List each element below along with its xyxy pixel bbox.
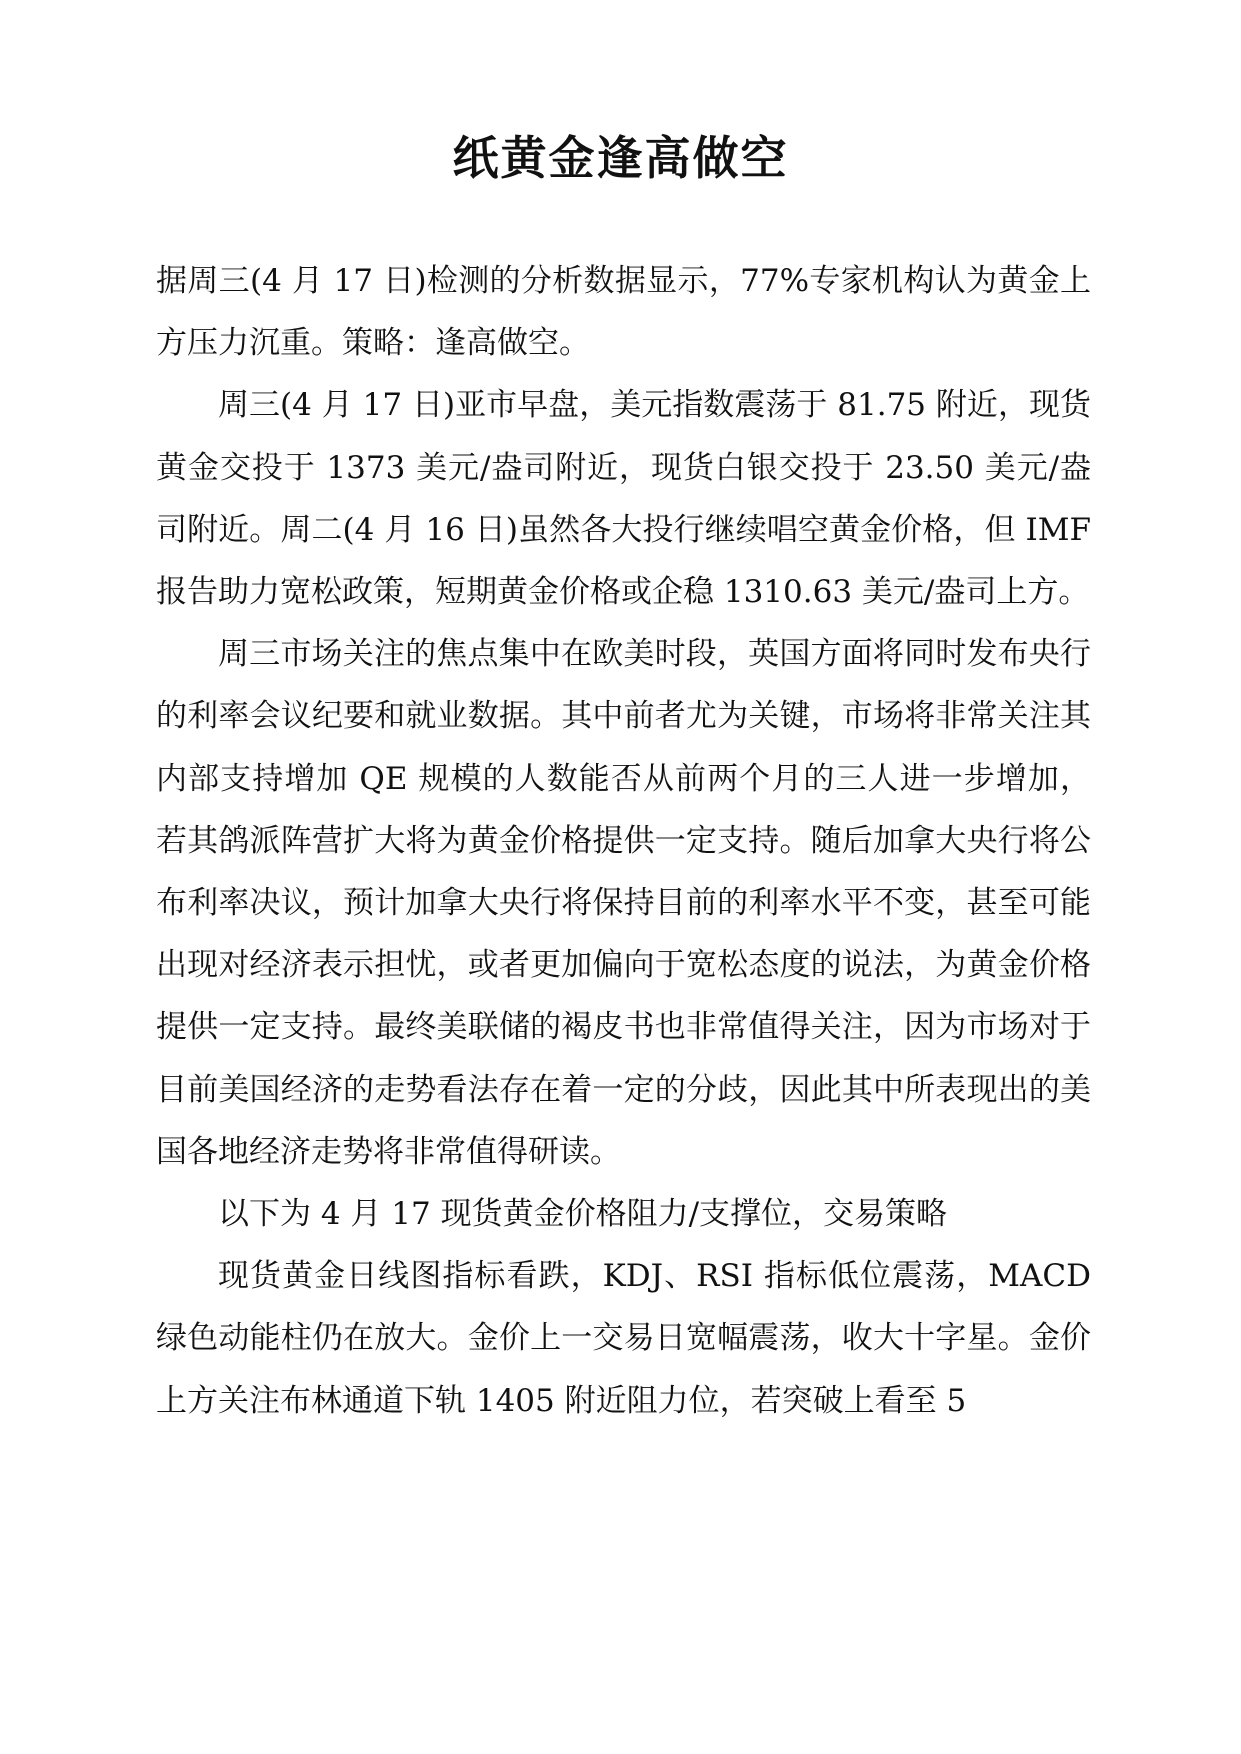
paragraph-levels-intro: 以下为 4 月 17 现货黄金价格阻力/支撑位，交易策略 [218,1196,948,1233]
paragraph-market-focus: 周三市场关注的焦点集中在欧美时段，英国方面将同时发布央行的利率会议纪要和就业数据。其中前者尤为关键，市场将非常关注其内部支持增加 QE 规模的人数能否从前两个月的三人进一步增加，若其鸽派阵营扩大将为黄金价格提供一定支持。随后加拿大央行将公布利率决议，预计加拿大央行将保持目前的利率水平不变，甚至可能出现对经济表示担忧，或者更加偏向于宽松态度的说法，为黄金价格提供一定支持。最终美联储的褐皮书也非常值得关注，因为市场对于目前美国经济的走势看法存在着一定的分歧，因此其中所表现出的美国各地经济走势将非常值得研读。 [156,636,1091,1170]
paragraph-technical-analysis: 现货黄金日线图指标看跌，KDJ、RSI 指标低位震荡，MACD 绿色动能柱仍在放大。金价上一交易日宽幅震荡，收大十字星。金价上方关注布林通道下轨 1405 附近阻力位，若突破上看至 5 [156,1258,1091,1419]
document-body [156,250,1091,1432]
paragraph-market-open: 周三(4 月 17 日)亚市早盘，美元指数震荡于 81.75 附近，现货黄金交投于 1373 美元/盎司附近，现货白银交投于 23.50 美元/盎司附近。周二(4 月 16 日)虽然各大投行继续唱空黄金价格，但 IMF 报告助力宽松政策，短期黄金价格或企稳 1310.63 美元/盎司上方。 [156,387,1091,611]
document-title: 纸黄金逢高做空 [452,131,789,185]
paragraph-summary: 据周三(4 月 17 日)检测的分析数据显示，77%专家机构认为黄金上方压力沉重。策略：逢高做空。 [156,263,1091,362]
